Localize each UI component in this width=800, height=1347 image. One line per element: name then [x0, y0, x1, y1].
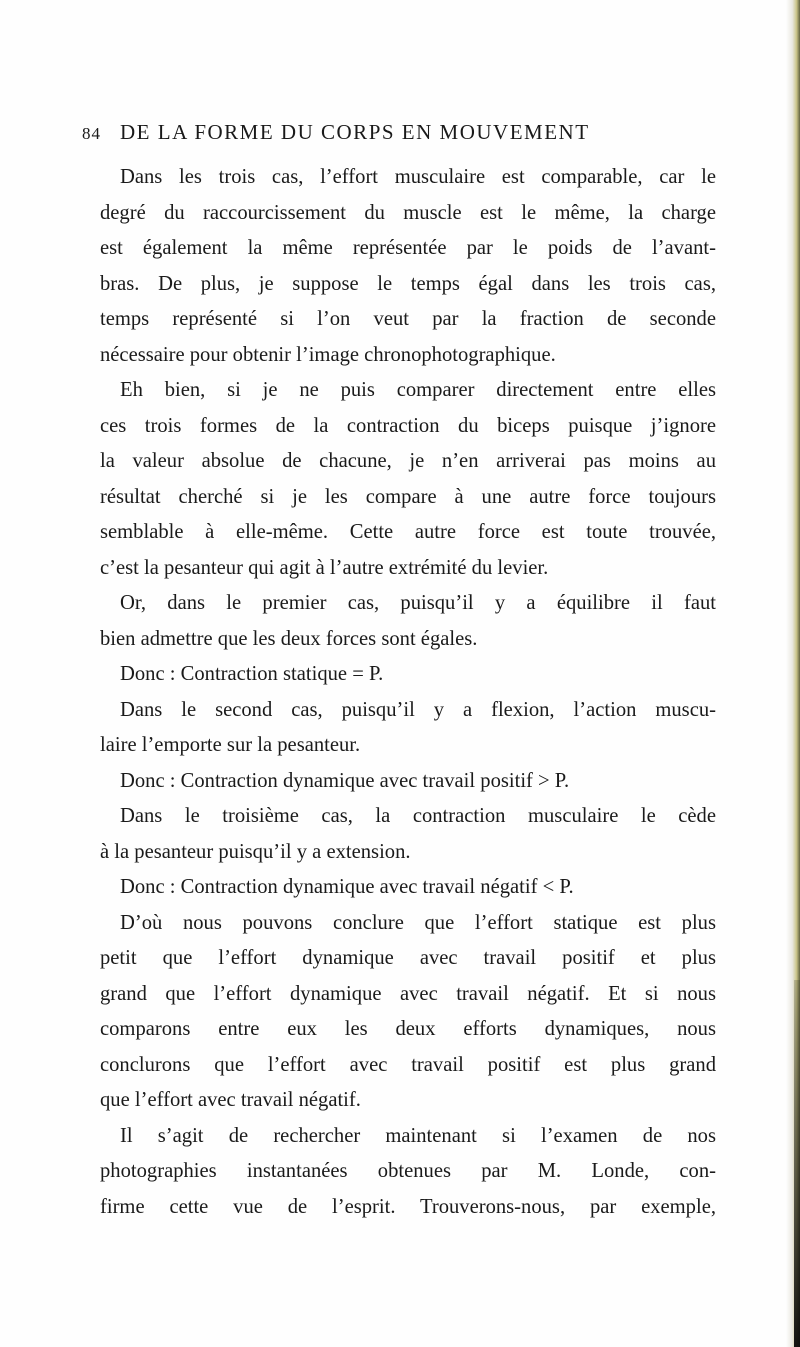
- text-line: Or, dans le premier cas, puisqu’il y a équilibre il faut: [120, 592, 716, 614]
- text-line: degré du raccourcissement du muscle est le même, la charge: [100, 201, 716, 224]
- page-number: 84: [82, 124, 101, 143]
- text-line: semblable à elle-même. Cette autre force est toute trouvée,: [100, 521, 716, 543]
- text-line: que l’effort avec travail négatif.: [100, 1089, 361, 1111]
- running-head: DE LA FORME DU CORPS EN MOUVEMENT: [120, 120, 590, 144]
- text-line: Donc : Contraction dynamique avec travail négatif < P.: [120, 876, 574, 898]
- text-line: Dans le second cas, puisqu’il y a flexion, l’action muscu-: [120, 698, 716, 721]
- text-line: bien admettre que les deux forces sont égales.: [100, 627, 478, 650]
- text-line: bras. De plus, je suppose le temps égal dans les trois cas,: [100, 272, 716, 295]
- text-line: nécessaire pour obtenir l’image chronophotographique.: [100, 343, 556, 366]
- text-line: D’où nous pouvons conclure que l’effort statique est plus: [120, 911, 716, 934]
- text-line: la valeur absolue de chacune, je n’en arriverai pas moins au: [100, 450, 716, 472]
- text-line: comparons entre eux les deux efforts dynamiques, nous: [100, 1018, 716, 1040]
- text-line: ces trois formes de la contraction du biceps puisque j’ignore: [100, 414, 716, 437]
- text-line: laire l’emporte sur la pesanteur.: [100, 734, 361, 756]
- text-line: Dans les trois cas, l’effort musculaire est comparable, car le: [120, 166, 716, 188]
- text-line: conclurons que l’effort avec travail positif est plus grand: [100, 1053, 716, 1076]
- text-line: photographies instantanées obtenues par M. Londe, con-: [100, 1160, 716, 1182]
- text-line: temps représenté si l’on veut par la fraction de seconde: [100, 308, 716, 330]
- text-line: Donc : Contraction statique = P.: [120, 663, 384, 685]
- text-line: petit que l’effort dynamique avec travail positif et plus: [100, 947, 716, 969]
- text-line: est également la même représentée par le poids de l’avant-: [100, 237, 716, 259]
- body-text: [100, 160, 716, 1225]
- page-edge-binding: [794, 980, 800, 1347]
- text-line: Donc : Contraction dynamique avec travail positif > P.: [120, 769, 570, 792]
- text-line: firme cette vue de l’esprit. Trouverons-nous, par exemple,: [100, 1195, 716, 1218]
- text-line: Eh bien, si je ne puis comparer directement entre elles: [120, 379, 716, 401]
- page-header: [82, 120, 732, 150]
- text-line: résultat cherché si je les compare à une autre force toujours: [100, 485, 716, 508]
- text-line: à la pesanteur puisqu’il y a extension.: [100, 840, 411, 863]
- text-line: c’est la pesanteur qui agit à l’autre extrémité du levier.: [100, 556, 549, 579]
- text-line: Il s’agit de rechercher maintenant si l’examen de nos: [120, 1124, 716, 1147]
- text-line: Dans le troisième cas, la contraction musculaire le cède: [120, 805, 716, 827]
- text-line: grand que l’effort dynamique avec travail négatif. Et si nous: [100, 982, 716, 1005]
